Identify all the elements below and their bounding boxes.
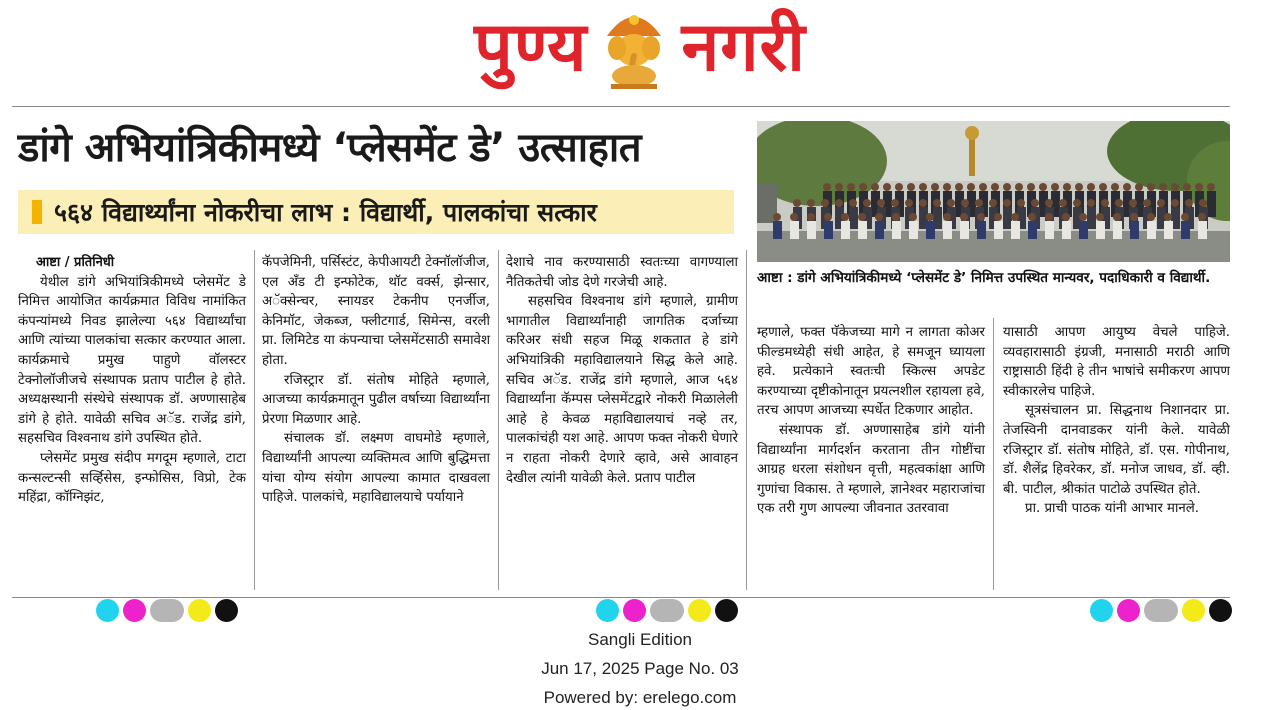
footer-edition: Sangli Edition xyxy=(588,630,692,649)
subheadline-text: ५६४ विद्यार्थ्यांना नोकरीचा लाभ : विद्यार्थी, पालकांचा सत्कार xyxy=(54,198,597,227)
article-subheadline xyxy=(18,190,734,234)
article-column-3 xyxy=(506,253,738,488)
masthead-left-word: पुण्य xyxy=(474,8,588,87)
column-3-paragraph: देशाचे नाव करण्यासाठी स्वतःच्या वागण्याला नैतिकतेची जोड देणे गरजेची आहे. xyxy=(506,255,738,290)
registration-dot xyxy=(1144,599,1178,622)
column-5-paragraph: प्रा. प्राची पाठक यांनी आभार मानले. xyxy=(1025,501,1200,517)
column-2-paragraph: रजिस्ट्रार डॉ. संतोष मोहिते म्हणाले, आजच्या कार्यक्रमातून पुढील वर्षाच्या विद्यार्थ्यांना प्रेरणा मिळणार आहे. xyxy=(262,372,490,427)
article-column-1 xyxy=(18,253,246,508)
column-2-paragraph: संचालक डॉ. लक्ष्मण वाघमोडे म्हणाले, विद्यार्थ्यांनी आपल्या व्यक्तिमत्व आणि बुद्धिमत्ता यांचा योग्य संयोग आपल्या कामात दाखवला पाहिजे. पालकांचे, महाविद्यालयाचे पर्यायाने xyxy=(262,431,490,506)
group-photo xyxy=(757,121,1230,262)
registration-dot xyxy=(688,599,711,622)
registration-dot xyxy=(650,599,684,622)
registration-mark-icon xyxy=(96,599,238,622)
photo-caption: आष्टा : डांगे अभियांत्रिकीमध्ये ‘प्लेसमेंट डे’ निमित्त उपस्थित मान्यवर, पदाधिकारी व विद्यार्थी. xyxy=(757,270,1211,286)
registration-dot xyxy=(1209,599,1232,622)
registration-dot xyxy=(188,599,211,622)
registration-mark-icon xyxy=(596,599,738,622)
page-bottom-rule xyxy=(12,597,1230,598)
registration-dot xyxy=(1182,599,1205,622)
article-column-2 xyxy=(262,253,490,508)
masthead xyxy=(440,2,840,94)
column-2-paragraph: कॅपजेमिनी, पर्सिस्टंट, केपीआयटी टेक्नॉलॉजीज, एल अँड टी इन्फोटेक, थॉट वर्क्स, झेन्सार, अॅक्सेन्चर, स्नायडर टेकनीप एनर्जीज, केनिमॉट, जेकब्ज, फ्लीटगार्ड, सिमेन्स, वरली प्रा. लिमिटेड या कंपन्याचा प्लेसमेंटसाठी समावेश होता. xyxy=(262,255,490,368)
registration-dot xyxy=(1090,599,1113,622)
dateline: आष्टा / प्रतिनिधी xyxy=(36,255,115,270)
registration-dot xyxy=(215,599,238,622)
column-divider xyxy=(993,318,994,590)
column-4-paragraph: म्हणाले, फक्त पॅकेजच्या मागे न लागता कोअर फील्डमध्येही संधी आहेत, हे समजून घ्यायला हवे. प्रत्येकाने स्वतःची स्किल्स अपडेट करण्याच्या दृष्टीकोनातून प्रयत्नशील रहायला हवे, तरच आपण आजच्या स्पर्धेत टिकणार आहोत. xyxy=(757,325,985,419)
registration-dot xyxy=(1117,599,1140,622)
registration-dot xyxy=(96,599,119,622)
column-5-paragraph: सूत्रसंचालन प्रा. सिद्धनाथ निशानदार प्रा. तेजस्विनी दानवाडकर यांनी केले. यावेळी रजिस्ट्रार डॉ. संतोष मोहिते, डॉ. एस. गोपीनाथ, डॉ. शैलेंद्र हिवरेकर, डॉ. मनोज जाधव, डॉ. व्ही. बी. पाटील, श्रीकांत पाटोळे उपस्थित होते. xyxy=(1003,403,1230,497)
registration-mark-icon xyxy=(1090,599,1232,622)
subhead-marker xyxy=(32,200,42,224)
article-column-4 xyxy=(757,323,985,519)
article-column-5 xyxy=(1003,323,1230,519)
column-1-paragraph: प्लेसमेंट प्रमुख संदीप मगदूम म्हणाले, टाटा कन्सल्टन्सी सर्व्हिसेस, इन्फोसिस, विप्रो, टेक महिंद्रा, कॉग्निझंट, xyxy=(18,450,246,506)
powered-by-link[interactable]: Powered by: erelego.com xyxy=(543,688,737,707)
column-divider xyxy=(254,250,255,590)
masthead-right-word: नगरी xyxy=(681,8,806,87)
footer-powered-by[interactable] xyxy=(0,688,1280,708)
ganesha-emblem-icon xyxy=(599,6,669,90)
column-3-paragraph: सहसचिव विश्वनाथ डांगे म्हणाले, ग्रामीण भागातील विद्यार्थ्यांनाही जागतिक दर्जाच्या करिअर संधी सहज मिळू शकतात हे डांगे अभियांत्रिकी महाविद्यालयाने सिद्ध केले आहे. सचिव अॅड. राजेंद्र डांगे म्हणाले, आज ५६४ विद्यार्थ्यांना कॅम्पस प्लेसमेंटद्वारे नोकरी मिळालेली आहे हे केवळ महाविद्यालयाचं नव्हे तर, पालकांचंही यश आहे. आपण फक्त नोकरी घेणारे न राहता नोकरी देणारे व्हावे, असे आवाहन देखील त्यांनी यावेळी केले. प्रताप पाटील xyxy=(506,294,738,486)
registration-dot xyxy=(715,599,738,622)
column-divider xyxy=(498,250,499,590)
registration-dot xyxy=(623,599,646,622)
registration-dot xyxy=(123,599,146,622)
column-divider xyxy=(746,250,747,590)
column-5-paragraph: यासाठी आपण आयुष्य वेचले पाहिजे. व्यवहारासाठी इंग्रजी, मनासाठी मराठी आणि राष्ट्रासाठी हिंदी हे तीन भाषांचे समीकरण आपण स्वीकारलेच पाहिजे. xyxy=(1003,325,1230,399)
column-1-paragraph: येथील डांगे अभियांत्रिकीमध्ये प्लेसमेंट डे निमित्त आयोजित कार्यक्रमात विविध नामांकित कंपन्यांमध्ये निवड झालेल्या ५६४ विद्यार्थ्यांचा आणि त्यांच्या पालकांचा सत्कार करण्यात आला. कार्यक्रमाचे प्रमुख पाहुणे वॉलस्टर टेक्नोलॉजीजचे संस्थापक प्रताप पाटील हे होते. अध्यक्षस्थानी संस्थेचे संस्थापक डॉ. अण्णासाहेब डांगे हे होते. यावेळी सचिव अॅड. राजेंद्र डांगे, सहसचिव विश्वनाथ डांगे उपस्थित होते. xyxy=(18,274,246,447)
footer-date-page: Jun 17, 2025 Page No. 03 xyxy=(541,659,739,678)
registration-dot xyxy=(596,599,619,622)
column-4-paragraph: संस्थापक डॉ. अण्णासाहेब डांगे यांनी विद्यार्थ्यांना मार्गदर्शन करताना तीन गोष्टींचा आग्रह धरला संशोधन वृत्ती, महत्वकांक्षा आणि गुणांचा विकास. ते म्हणाले, ज्ञानेश्वर महाराजांचा एक तरी गुण आपल्या जीवनात उतरवावा xyxy=(757,422,985,517)
registration-dot xyxy=(150,599,184,622)
masthead-rule xyxy=(12,106,1230,107)
article-headline: डांगे अभियांत्रिकीमध्ये ‘प्लेसमेंट डे’ उत्साहात xyxy=(18,125,641,171)
